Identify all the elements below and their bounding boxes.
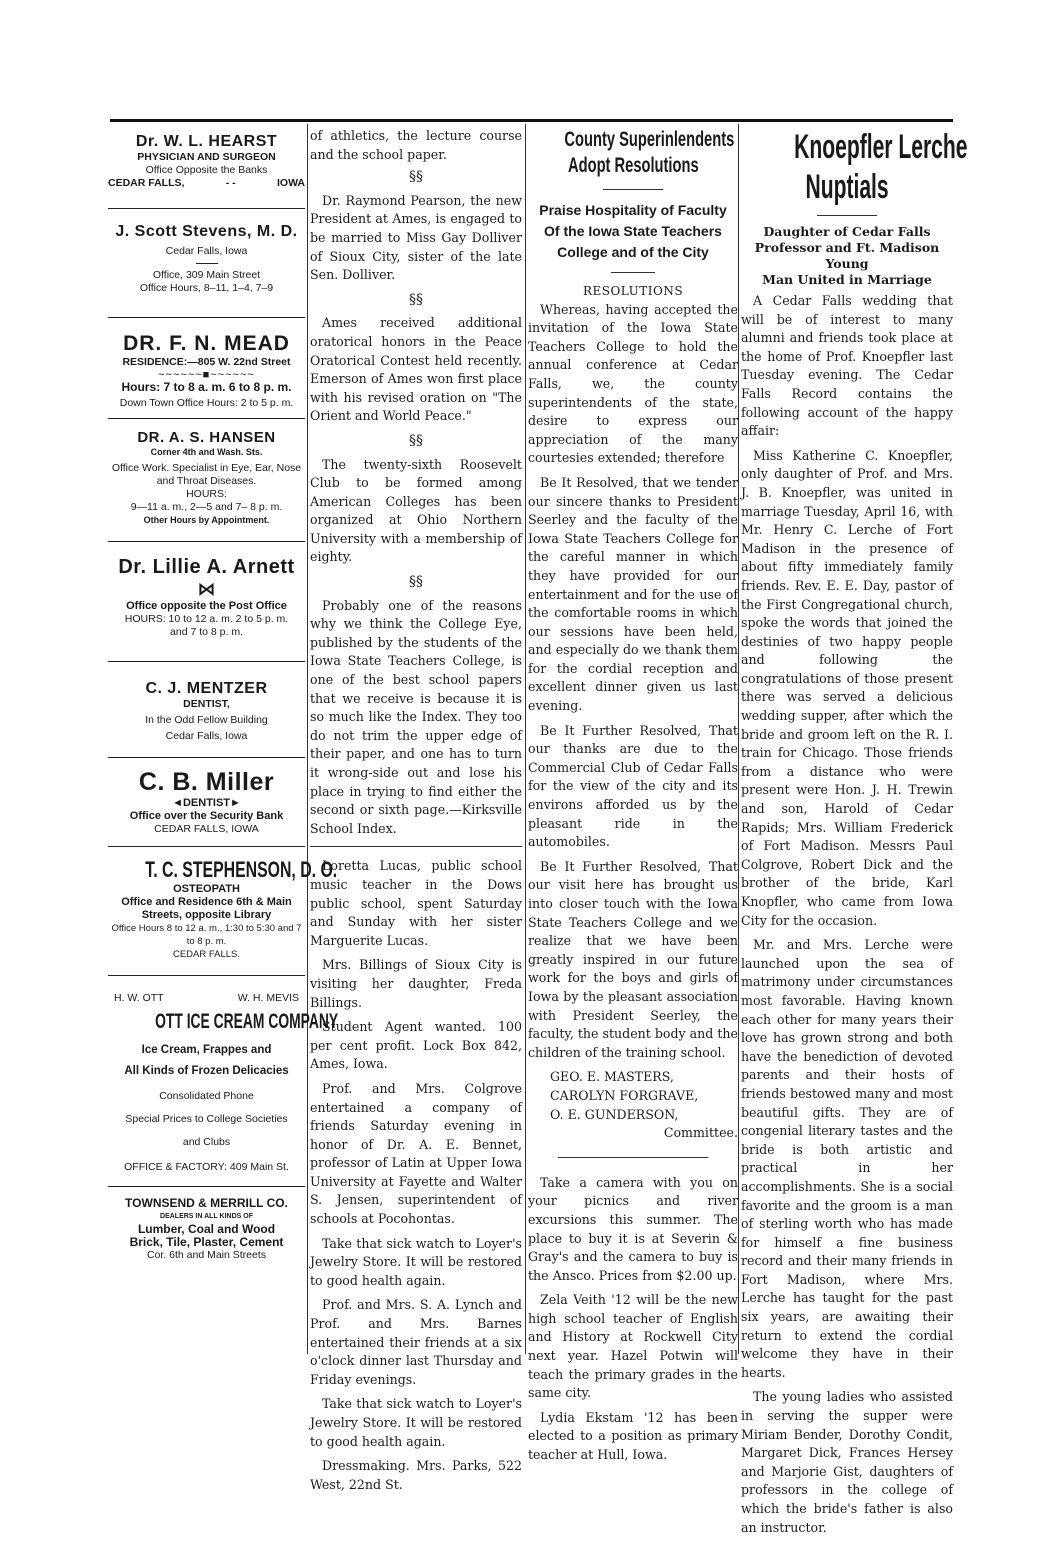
paragraph: Be It Further Resolved, That our visit here has brought us into closer touch with the Iowa State Teachers College and we realize that we have been greatly inspired in our future work for the boys and girls of Iowa by the pleasant association with President Seerley, the faculty, the student body and the children of the training school.: [528, 858, 738, 1060]
headline: Knoepfler Lerche: [794, 128, 968, 166]
divider: [108, 208, 305, 209]
ad-name: T. C. STEPHENSON, D. O.: [145, 857, 338, 882]
ad-name: C. J. MENTZER: [145, 680, 268, 697]
local-item: Student Agent wanted. 100 per cent profit. Lock Box 842, Ames, Iowa.: [310, 1019, 522, 1072]
ad-building: In the Odd Fellow Building: [145, 714, 268, 726]
section-mark: §§: [409, 169, 423, 186]
local-item: Mrs. Billings of Sioux City is visiting her daughter, Freda Billings.: [310, 957, 522, 1010]
subhead: College and of the City: [557, 244, 709, 260]
subhead: Man United in Marriage: [762, 272, 932, 287]
ad-name: C. B. Miller: [138, 768, 275, 796]
ad-city: Cedar Falls, Iowa: [165, 245, 248, 257]
ad-miller: [108, 768, 305, 836]
top-rule: [110, 119, 953, 122]
ad-mead: [108, 332, 305, 410]
ad-address: Cor. 6th and Main Streets: [146, 1249, 267, 1261]
ad-stevens: [108, 223, 305, 295]
signer: CAROLYN FORGRAVE,: [550, 1087, 699, 1103]
column-divider: [525, 124, 526, 1354]
ad-name: J. Scott Stevens, M. D.: [115, 223, 298, 240]
divider: [108, 541, 305, 542]
divider: [558, 1157, 708, 1158]
ad-mentzer: [108, 680, 305, 743]
divider: [108, 317, 305, 318]
divider: [108, 975, 305, 976]
ad-ott: [108, 992, 339, 1174]
ad-residence: RESIDENCE:—805 W. 22nd Street: [122, 356, 291, 368]
signer: O. E. GUNDERSON,: [550, 1106, 679, 1122]
paragraph: of athletics, the lecture course and the school paper.: [310, 128, 522, 162]
ad-hours2: and 7 to 8 p. m.: [170, 626, 243, 638]
ad-name: DR. F. N. MEAD: [123, 332, 290, 355]
local-item: Take that sick watch to Loyer's Jewelry Store. It will be restored to good health again.: [310, 1396, 522, 1449]
divider: [817, 215, 877, 216]
ad-line: Lumber, Coal and Wood: [137, 1222, 276, 1236]
ad-work: Office Work. Specialist in Eye, Ear, Nose and Throat Diseases.: [111, 462, 302, 487]
ad-title: DENTIST,: [183, 698, 230, 710]
ad-stephenson: [108, 857, 338, 961]
local-item: Lydia Ekstam '12 has been elected to a position as primary teacher at Hull, Iowa.: [528, 1409, 738, 1463]
ad-townsend: [108, 1197, 305, 1262]
ad-city: CEDAR FALLS.: [172, 949, 241, 960]
ad-hours: Office Hours 8 to 12 a. m., 1:30 to 5:30 and 7 to 8 p. m.: [111, 923, 302, 947]
ad-office: OFFICE & FACTORY: 409 Main St.: [124, 1161, 289, 1173]
ad-city: Cedar Falls, Iowa: [165, 730, 248, 742]
paragraph: Mr. and Mrs. Lerche were launched upon the sea of matrimony under circumstances most favorable. Having known each other for many years their love has grown strong and both have the benediction of devoted parents and their hosts of friends bestowed many and most beautiful gifts. They are of congenial literary tastes and the bride is both artistic and practical in her accomplishments. She is a social favorite and the groom is a man of sterling worth who has made for himself a fine business record and their many friends in Fort Madison, where Mrs. Lerche has taught for the past six years, are awaiting their return to extend the cordial welcome they have in their hearts.: [741, 937, 953, 1380]
local-item: Take that sick watch to Loyer's Jewelry Store. It will be restored to good health again.: [310, 1235, 522, 1288]
local-item: Dressmaking. Mrs. Parks, 522 West, 22nd St.: [310, 1458, 522, 1492]
ad-line: Ice Cream, Frappes and: [141, 1044, 272, 1056]
divider: [108, 757, 305, 758]
ad-corner: Corner 4th and Wash. Sts.: [150, 447, 263, 457]
paragraph: The twenty-sixth Roosevelt Club to be formed among American Colleges has been organized at Ohio Northern University with a membership of eighty.: [310, 456, 522, 565]
arrow-left-icon: ◄: [172, 797, 183, 809]
ad-city: CEDAR FALLS,: [108, 177, 185, 189]
divider: [108, 1186, 305, 1187]
ad-name: DR. A. S. HANSEN: [137, 429, 276, 446]
ad-name: OTT ICE CREAM COMPANY: [155, 1010, 339, 1033]
ad-hours-label: HOURS:: [186, 488, 227, 500]
ad-dealers: DEALERS IN ALL KINDS OF: [160, 1213, 253, 1220]
ad-owner: H. W. OTT: [114, 992, 164, 1004]
ad-office: Office opposite the Post Office: [126, 600, 287, 612]
ad-office: Office Opposite the Banks: [145, 164, 268, 176]
ornament-icon: ⋈: [197, 579, 216, 599]
paragraph: Ames received additional oratorical honors in the Peace Oratorical Contest held recently. Emerson of Ames won first place with his revised oration on "The Orient and World Peace.": [310, 315, 522, 424]
ad-hours: HOURS: 10 to 12 a. m. 2 to 5 p. m.: [124, 613, 289, 625]
local-item: Loretta Lucas, public school music teacher in the Dows public school, spent Saturday and Sunday with her sister Marguerite Lucas.: [310, 858, 522, 948]
ad-name: Dr. W. L. HEARST: [135, 133, 278, 150]
section-mark: §§: [409, 574, 423, 591]
ad-downtown: Down Town Office Hours: 2 to 5 p. m.: [119, 397, 294, 409]
divider: [611, 272, 655, 273]
paragraph: The young ladies who assisted in serving the supper were Miriam Bender, Dorothy Condit, Margaret Dick, Frances Hersey and Marjorie Gist, daughters of professors in the college of which the bride's father is also an instructor.: [741, 1389, 953, 1535]
ad-dash: - -: [225, 177, 236, 189]
divider: [108, 418, 305, 419]
divider: [108, 661, 305, 662]
news-column-2: [310, 127, 522, 1500]
label: RESOLUTIONS: [582, 284, 684, 298]
ad-other: Other Hours by Appointment.: [143, 515, 270, 525]
paragraph: Whereas, having accepted the invitation of the Iowa State Teachers College to hold the annual conference at Cedar Falls, we, the county superintendents of the state, desire to express our appreciation of the many courtesies extended; therefore: [528, 301, 738, 466]
ornament-rule: ~~~~~~■~~~~~~: [158, 369, 255, 381]
ad-hearst: [108, 133, 305, 190]
local-item: Prof. and Mrs. S. A. Lynch and Prof. and Mrs. Barnes entertained their friends at a six o'clock dinner last Thursday and Friday evenings.: [310, 1297, 522, 1387]
paragraph: Miss Katherine C. Knoepfler, only daughter of Prof. and Mrs. J. B. Knoepfler, was united in marriage Tuesday, April 16, with Mr. Henry C. Lerche of Fort Madison in the presence of about fifty immediately family friends. Rev. E. E. Day, pastor of the First Congregational church, spoke the words that joined the destinies of two happy people and following the congratulations of those present there was served a delicious wedding supper, after which the bride and groom left on the R. I. train for Chicago. Those friends from a distance who were present were Hon. J. H. Trewin and son, Harold of Cedar Rapids; Mrs. William Frederick of Fort Madison. Messrs Paul Colgrove, Robert Dick and the brother of the bride, Karl Knopfler, who came from Iowa City for the occasion.: [741, 447, 953, 928]
ad-special: Special Prices to College Societies: [125, 1113, 288, 1125]
section-mark: §§: [409, 432, 423, 449]
ad-state: IOWA: [277, 177, 305, 189]
ad-name: Dr. Lillie A. Arnett: [118, 556, 295, 578]
section-mark: §§: [409, 291, 423, 308]
ad-phone: Consolidated Phone: [159, 1090, 254, 1102]
subhead: Praise Hospitality of Faculty: [539, 202, 727, 218]
ad-title: OSTEOPATH: [173, 883, 240, 895]
local-item: Prof. and Mrs. Colgrove entertained a company of friends Saturday evening in honor of Dr. A. E. Bennet, professor of Latin at Upper Iowa University at Fayette and Walter S. Jensen, superintendent of schools at Pocohontas.: [310, 1080, 522, 1227]
column-divider: [738, 124, 739, 1354]
signer: GEO. E. MASTERS,: [550, 1069, 674, 1085]
arrow-right-icon: ►: [230, 797, 241, 809]
headline: Adopt Resolutions: [567, 154, 699, 177]
divider: [108, 846, 305, 847]
ad-title: PHYSICIAN AND SURGEON: [137, 151, 276, 163]
local-item: Zela Veith '12 will be the new high school teacher of English and History at Rockwell City next year. Hazel Potwin will teach the primary grades in the same city.: [528, 1292, 738, 1401]
news-column-4: [741, 127, 968, 1543]
headline: County Superinlendents: [564, 128, 735, 151]
divider: [310, 846, 522, 847]
paragraph: Be It Resolved, that we tender our sincere thanks to President Seerley and the faculty of the Iowa State Teachers College for the careful manner in which they have provided for our entertainment and for the use of the comfortable rooms in which our sessions have been held, and especially do we thank them for the cordial reception and excellent dinner given us last evening.: [528, 474, 738, 714]
headline: Nuptials: [805, 168, 889, 206]
news-column-3: [528, 127, 738, 1471]
ad-hansen: [108, 429, 305, 527]
committee: Committee.: [663, 1125, 738, 1141]
ad-line: All Kinds of Frozen Delicacies: [124, 1065, 289, 1077]
ad-arnett: [108, 556, 305, 639]
ad-hours: Office Hours, 8–11, 1–4, 7–9: [139, 282, 274, 294]
ad-title: DENTIST: [182, 797, 231, 809]
ad-office: Office and Residence 6th & Main Streets, opposite Library: [121, 896, 292, 921]
ad-line: Brick, Tile, Plaster, Cement: [129, 1235, 284, 1249]
ad-special: and Clubs: [182, 1136, 231, 1148]
paragraph: Dr. Raymond Pearson, the new President at Ames, is engaged to be married to Miss Gay Dolliver of Sioux City, sister of the late Sen. Dolliver.: [310, 192, 522, 283]
ad-name: TOWNSEND & MERRILL CO.: [125, 1196, 288, 1210]
ad-hours: Hours: 7 to 8 a. m. 6 to 8 p. m.: [121, 380, 292, 394]
advertisement-column: [108, 127, 339, 1262]
paragraph: Be It Further Resolved, That our thanks are due to the Commercial Club of Cedar Falls for the view of the city and its environs afforded us by the pleasant ride in the automobiles.: [528, 722, 738, 850]
ad-office: Office, 309 Main Street: [152, 269, 261, 281]
column-divider: [307, 124, 308, 1354]
ad-owner: W. H. MEVIS: [237, 992, 299, 1004]
subhead: Of the Iowa State Teachers: [544, 223, 722, 239]
local-item: Take a camera with you on your picnics and river excursions this summer. The place to buy it is at Severin & Gray's and the camera to buy is the Ansco. Prices from $2.00 up.: [528, 1174, 738, 1283]
ad-hours: 9—11 a. m., 2—5 and 7– 8 p. m.: [130, 501, 283, 513]
paragraph: Probably one of the reasons why we think the College Eye, published by the students of the Iowa State Teachers College, is one of the best school papers that we receive is because it is so much like the Index. They too do not trim the upper edge of their paper, and one has to turn it wrong-side out and lose his place in trying to find either the second or sixth page.—Kirksville School Index.: [310, 597, 522, 836]
ad-city: CEDAR FALLS, IOWA: [154, 823, 259, 835]
subhead: Daughter of Cedar Falls Professor and Ft. Madison Young: [754, 224, 940, 271]
paragraph: A Cedar Falls wedding that will be of interest to many alumni and friends took place at the home of Prof. Knoepfler last Tuesday evening. The Cedar Falls Record contains the following account of the happy affair:: [741, 293, 953, 439]
divider: [603, 189, 663, 190]
ad-office: Office over the Security Bank: [129, 810, 284, 822]
